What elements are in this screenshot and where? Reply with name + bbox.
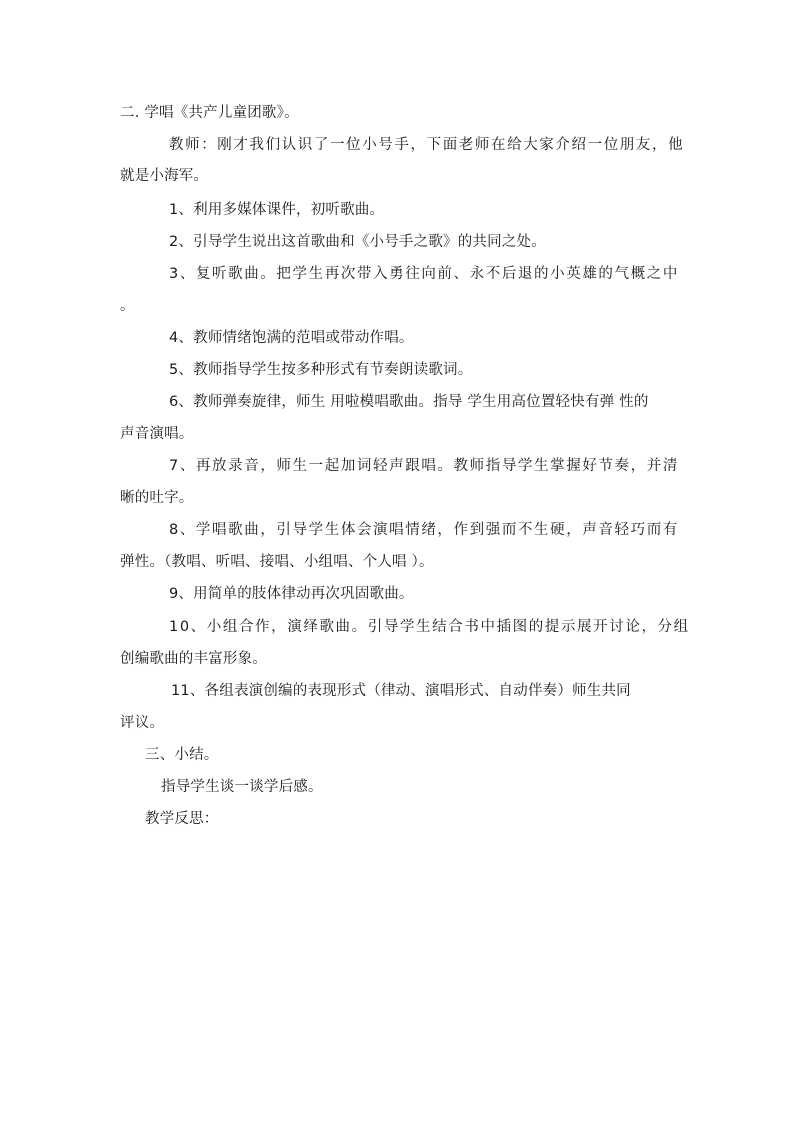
step-8-line-1: 8、学唱歌曲，引导学生体会演唱情绪，作到强而不生硬，声音轻巧而有 xyxy=(169,522,679,538)
step-6-line-1: 6、教师弹奏旋律，师生 用啦模唱歌曲。指导 学生用高位置轻快有弹 性的 xyxy=(169,394,649,410)
step-1: 1、利用多媒体课件，初听歌曲。 xyxy=(169,202,385,218)
step-9: 9、用简单的肢体律动再次巩固歌曲。 xyxy=(169,586,414,602)
teaching-reflection-label: 教学反思： xyxy=(145,811,219,827)
step-2: 2、引导学生说出这首歌曲和《小号手之歌》的共同之处。 xyxy=(169,234,546,250)
summary-text: 指导学生谈一谈学后感。 xyxy=(161,779,323,795)
step-10-line-2: 创编歌曲的丰富形象。 xyxy=(120,651,267,667)
teacher-intro-line-2: 就是小海军。 xyxy=(120,168,209,184)
step-3-line-2: 。 xyxy=(120,298,135,314)
step-3-line-1: 3、复听歌曲。把学生再次带入勇往向前、永不后退的小英雄的气概之中 xyxy=(169,266,679,282)
section-heading-summary: 三、小结。 xyxy=(145,747,219,763)
step-7-line-2: 晰的吐字。 xyxy=(120,490,194,506)
step-5: 5、教师指导学生按多种形式有节奏朗读歌词。 xyxy=(169,362,473,378)
step-11-line-2: 评议。 xyxy=(120,715,165,731)
step-8-line-2: 弹性。（教唱、听唱、接唱、小组唱、个人唱 ）。 xyxy=(120,554,434,570)
section-heading-learn-song: 二. 学唱《共产儿童团歌》。 xyxy=(120,105,299,121)
step-6-line-2: 声音演唱。 xyxy=(120,426,194,442)
step-11-line-1: 11、各组表演创编的表现形式（律动、演唱形式、自动伴奏）师生共同 xyxy=(171,683,631,699)
teacher-intro-line-1: 教师：刚才我们认识了一位小号手，下面老师在给大家介绍一位朋友，他 xyxy=(169,137,685,153)
step-4: 4、教师情绪饱满的范唱或带动作唱。 xyxy=(169,330,414,346)
step-10-line-1: 10、小组合作，演绎歌曲。引导学生结合书中插图的提示展开讨论，分组 xyxy=(169,619,690,635)
step-7-line-1: 7、再放录音，师生一起加词轻声跟唱。教师指导学生掌握好节奏，并清 xyxy=(169,458,679,474)
